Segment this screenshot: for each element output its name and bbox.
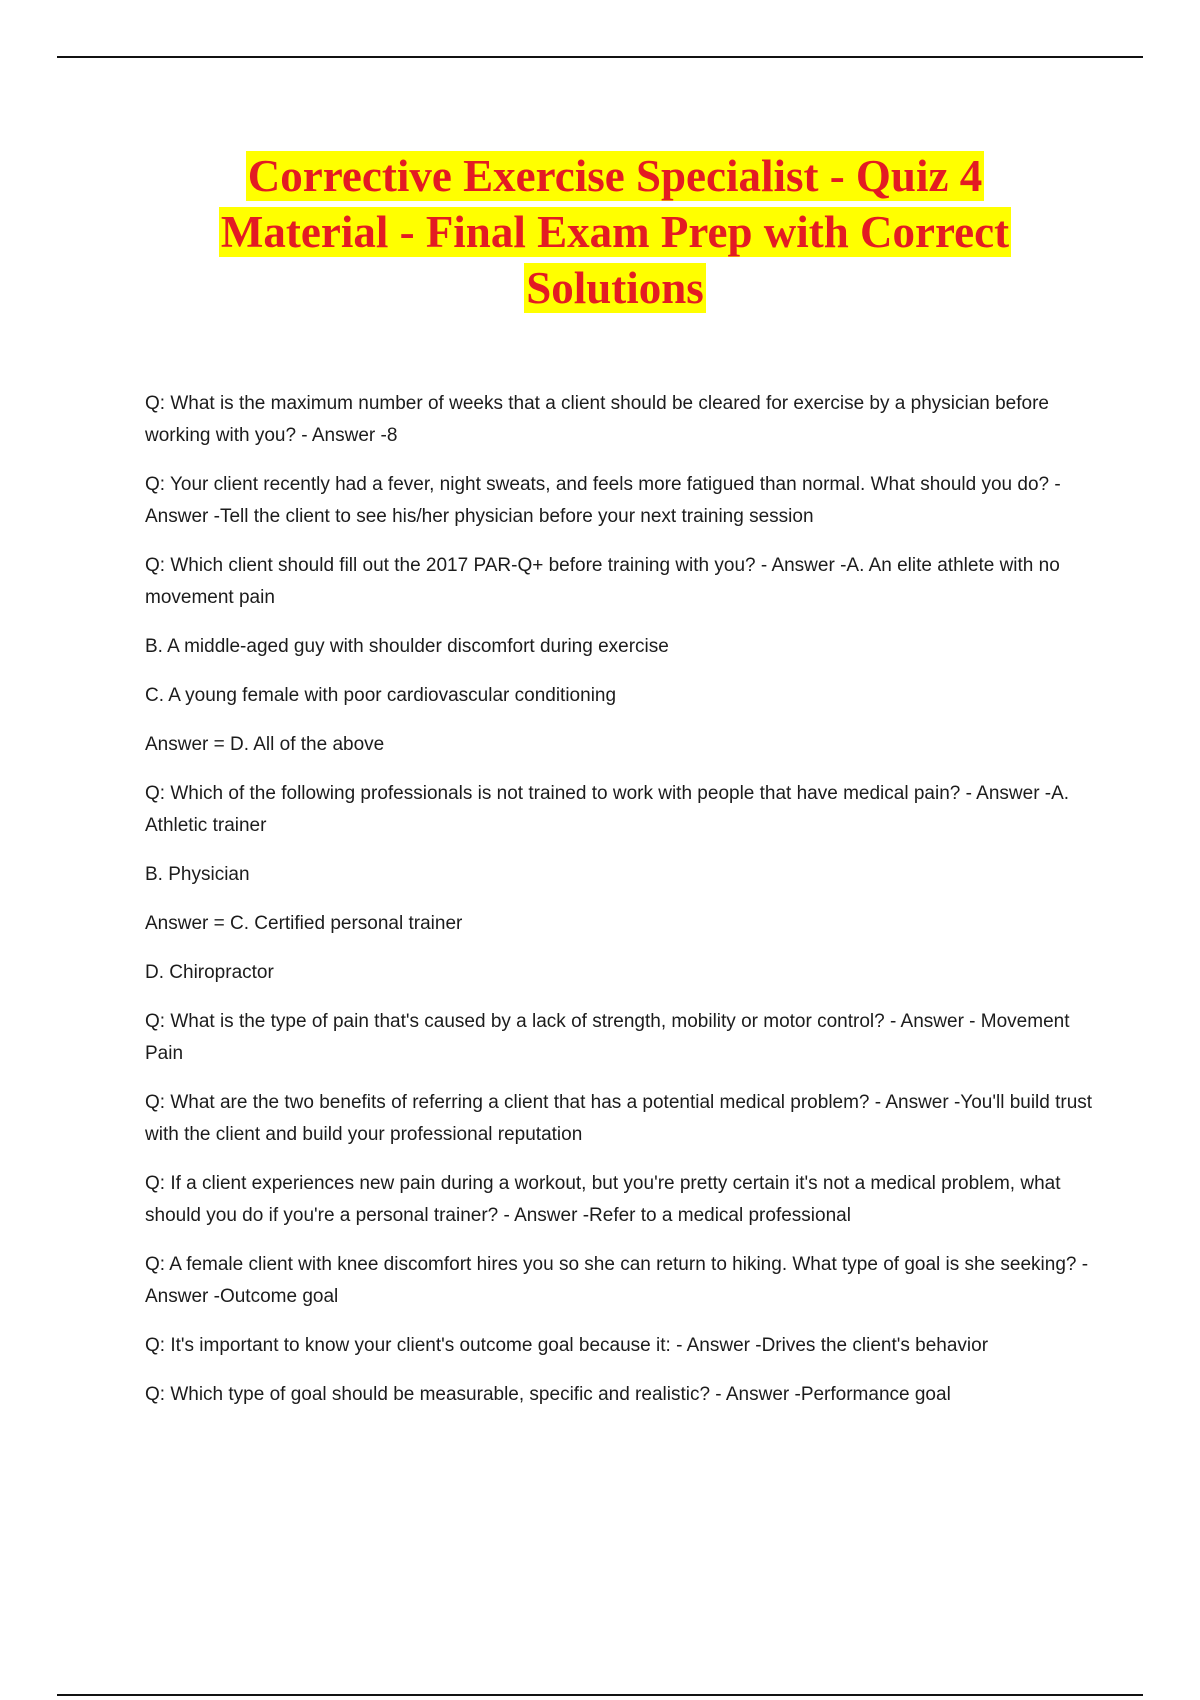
qa-paragraph: Q: It's important to know your client's outcome goal because it: - Answer -Drives the client's behavior (145, 1335, 989, 1356)
document-body (145, 388, 1095, 1428)
top-rule (57, 56, 1143, 58)
qa-paragraph: Q: A female client with knee discomfort hires you so she can return to hiking. What type of goal is she seeking? - Answer -Outcome goal (145, 1254, 1089, 1307)
answer-option: B. Physician (145, 864, 250, 885)
qa-paragraph: Q: Which of the following professionals is not trained to work with people that have medical pain? - Answer -A. Athletic trainer (145, 783, 1070, 836)
qa-paragraph: Q: What are the two benefits of referring a client that has a potential medical problem? - Answer -You'll build trust with the client and build your professional reputation (145, 1092, 1093, 1145)
title-line-3: Solutions (526, 263, 704, 313)
answer-option: C. A young female with poor cardiovascular conditioning (145, 685, 617, 706)
answer-option: Answer = C. Certified personal trainer (145, 913, 463, 934)
title-line-1: Corrective Exercise Specialist - Quiz 4 (247, 151, 983, 201)
qa-paragraph: Q: What is the maximum number of weeks that a client should be cleared for exercise by a physician before working with you? - Answer -8 (145, 393, 1049, 446)
answer-option: B. A middle-aged guy with shoulder discomfort during exercise (145, 636, 669, 657)
document-title (80, 148, 1150, 316)
qa-paragraph: Q: Which type of goal should be measurable, specific and realistic? - Answer -Performance goal (145, 1384, 951, 1405)
qa-paragraph: Q: Which client should fill out the 2017 PAR-Q+ before training with you? - Answer -A. An elite athlete with no movement pain (145, 555, 1060, 608)
answer-option: Answer = D. All of the above (145, 734, 385, 755)
bottom-rule (57, 1694, 1143, 1696)
qa-paragraph: Q: Your client recently had a fever, night sweats, and feels more fatigued than normal. What should you do? - Answer -Tell the client to see his/her physician before your next training session (145, 474, 1061, 527)
title-line-2: Material - Final Exam Prep with Correct (220, 207, 1010, 257)
qa-paragraph: Q: If a client experiences new pain during a workout, but you're pretty certain it's not a medical problem, what should you do if you're a personal trainer? - Answer -Refer to a medical professional (145, 1173, 1061, 1226)
qa-paragraph: Q: What is the type of pain that's caused by a lack of strength, mobility or motor control? - Answer - Movement Pain (145, 1011, 1070, 1064)
answer-option: D. Chiropractor (145, 962, 274, 983)
